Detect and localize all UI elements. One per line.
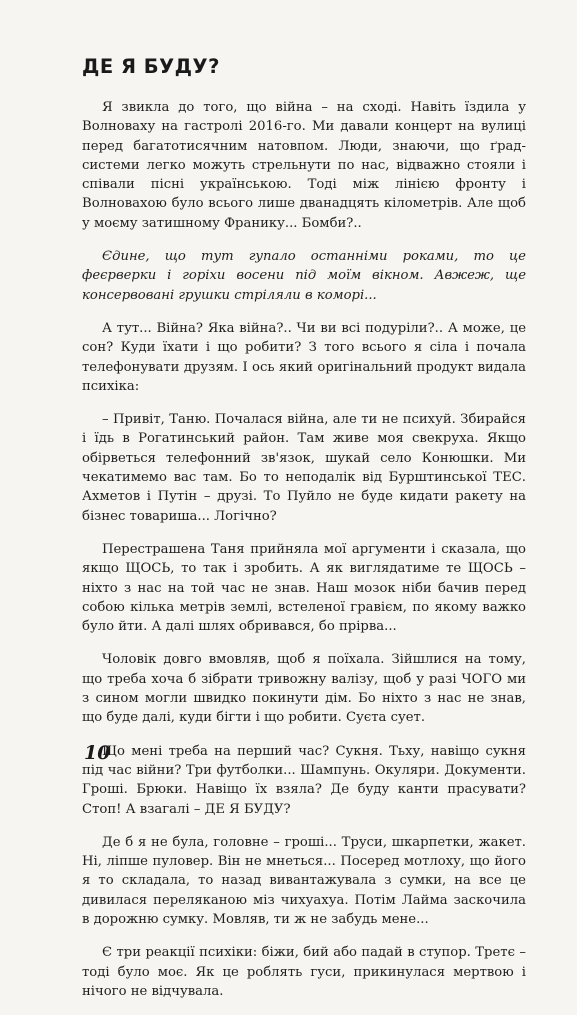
paragraph-1: Я звикла до того, що війна – на сході. Навіть їздила у Волноваху на гастролі 2016-го. Ми давали концерт на вулиці перед багатотисячним натовпом. Люди, знаючи, що ґрад-системи легко можуть стрельнути по нас, відважно стояли і співали пісні українською. Тоді між лінією фронту і Волновахою було всього лише дванадцять кілометрів. Але щоб у моєму затишному Франику... Бомби?.. <box>82 100 526 231</box>
paragraph-2-italic: Єдине, що тут гупало останніми роками, то це феєрверки і горіхи восени під моїм вікном. Авжеж, ще консервовані грушки стріляли в коморі... <box>82 249 526 303</box>
paragraph-9: Є три реакції психіки: біжи, бий або падай в ступор. Третє – тоді було моє. Як це роблять гуси, прикинулася мертвою і нічого не відчувала. <box>82 945 526 999</box>
paragraph-5: Перестрашена Таня прийняла мої аргументи і сказала, що якщо ЩОСЬ, то так і зробить. А як виглядатиме те ЩОСЬ – ніхто з нас на той час не знав. Наш мозок ніби бачив перед собою кілька метрів землі, встеленої гравієм, по якому важко було йти. А далі шлях обривався, бо прірва... <box>82 541 526 635</box>
chapter-title: ДЕ Я БУДУ? <box>82 55 220 78</box>
paragraph-7: Що мені треба на перший час? Сукня. Тьху, навіщо сукня під час війни? Три футболки... Шампунь. Окуляри. Документи. Гроші. Брюки. Навіщо їх взяла? Де буду канти прасувати? Стоп! А взагалі – ДЕ Я БУДУ? <box>82 743 526 817</box>
paragraph-3: А тут... Війна? Яка війна?.. Чи ви всі подуріли?.. А може, це сон? Куди їхати і що робити? З того всього я сіла і почала телефонувати друзям. І ось який оригінальний продукт видала психіка: <box>82 320 526 394</box>
paragraph-8: Де б я не була, головне – гроші... Труси, шкарпетки, жакет. Ні, ліпше пуловер. Він не мнеться... Посеред мотлоху, що його я то складала, то назад вивантажувала з сумки, на все це дивилася переляканою міз чихуахуа. Потім Лайма заскочила в дорожню сумку. Мовляв, ти ж не забудь мене... <box>82 834 526 927</box>
paragraph-4-dialogue: – Привіт, Таню. Почалася війна, але ти не психуй. Збирайся і їдь в Рогатинський район. Там живе моя свекруха. Якщо обірветься телефонний зв'язок, шукай село Конюшки. Ми чекатимемо вас там. Бо то неподалік від Бурштинської ТЕС. Ахметов і Путін – друзі. То Пуйло не буде кидати ракету на бізнес товариша... Логічно? <box>82 412 526 524</box>
chapter-body <box>82 98 526 1015</box>
page-number: 10 <box>84 742 111 764</box>
paragraph-6: Чоловік довго вмовляв, щоб я поїхала. Зійшлися на тому, що треба хоча б зібрати тривожну валізу, щоб у разі ЧОГО ми з сином могли швидко покинути дім. Бо ніхто з нас не знав, що буде далі, куди бігти і що робити. Суєта сует. <box>82 652 526 726</box>
